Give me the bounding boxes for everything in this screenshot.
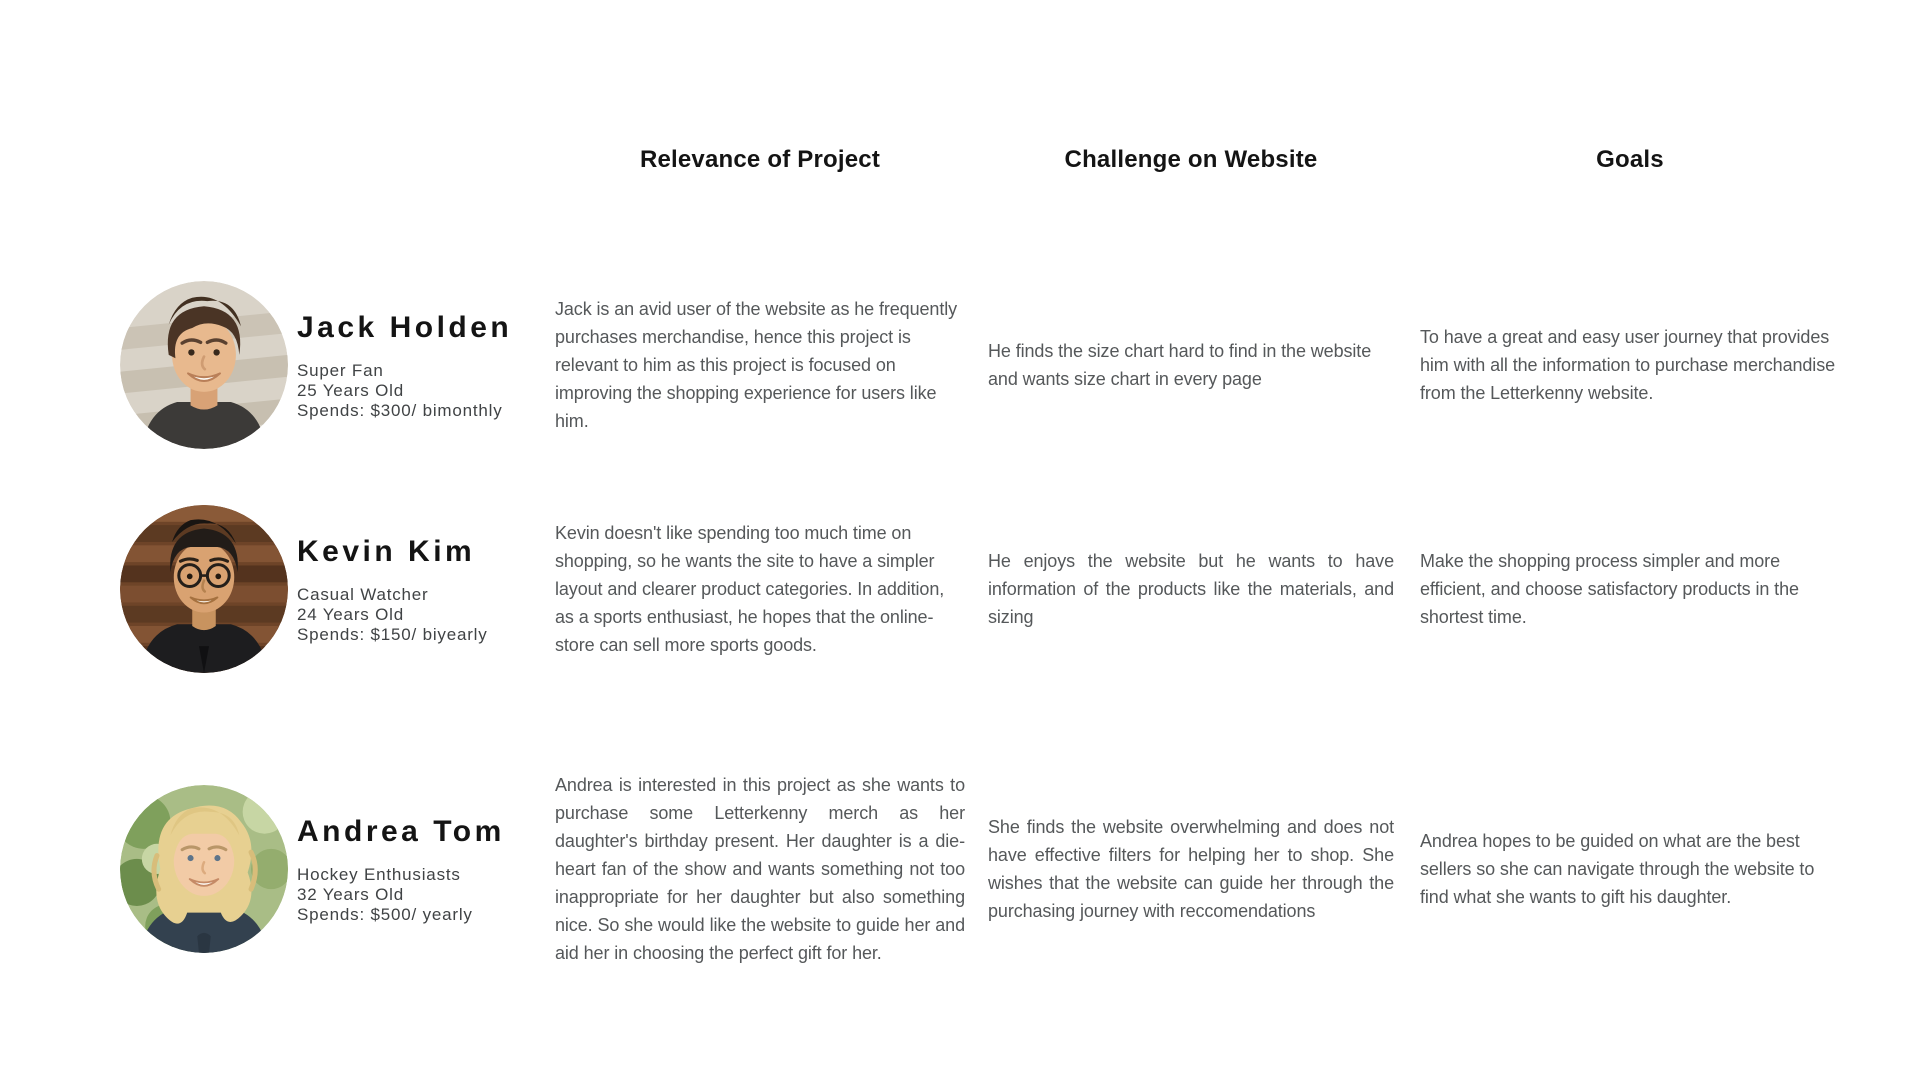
persona-age: 32 Years Old [297, 885, 404, 904]
persona-role: Hockey Enthusiasts [297, 865, 461, 884]
persona-name: Andrea Tom [297, 815, 505, 848]
goals-text: Andrea hopes to be guided on what are the best sellers so she can navigate through the website to find what she wants to gift his daughter. [1420, 831, 1815, 907]
persona-card [120, 785, 555, 953]
column-headers [120, 146, 1920, 174]
challenge-text: She finds the website overwhelming and does not have effective filters for helping her to shop. She wishes that the website can guide her through the purchasing journey with reccomendations [988, 817, 1394, 921]
header-goals: Goals [1596, 146, 1664, 173]
persona-age: 24 Years Old [297, 605, 404, 624]
goals-text: To have a great and easy user journey that provides him with all the information to purchase merchandise from the Letterkenny website. [1420, 327, 1836, 403]
persona-row-jack-holden [120, 278, 1920, 452]
persona-row-kevin-kim [120, 502, 1920, 676]
header-challenge: Challenge on Website [1064, 146, 1318, 173]
persona-name: Kevin Kim [297, 535, 476, 568]
goals-text: Make the shopping process simpler and more efficient, and choose satisfactory products in the shortest time. [1420, 551, 1799, 627]
avatar-andrea-tom-photo [120, 785, 288, 953]
challenge-text: He enjoys the website but he wants to have information of the products like the materials, and sizing [988, 551, 1394, 627]
relevance-text: Kevin doesn't like spending too much time on shopping, so he wants the site to have a simpler layout and clearer product categories. In addition, as a sports enthusiast, he hopes that the online-store can sell more sports goods. [555, 523, 945, 655]
persona-name: Jack Holden [297, 311, 513, 344]
persona-spend: Spends: $150/ biyearly [297, 625, 488, 644]
relevance-text: Jack is an avid user of the website as he frequently purchases merchandise, hence this project is relevant to him as this project is focused on improving the shopping experience for users like him. [555, 299, 958, 431]
persona-role: Casual Watcher [297, 585, 429, 604]
relevance-text: Andrea is interested in this project as she wants to purchase some Letterkenny merch as her daughter's birthday present. Her daughter is a die-heart fan of the show and wants something not too inappropriate for her daughter but also something nice. So she would like the website to guide her and aid her in choosing the perfect gift for her. [555, 775, 965, 963]
persona-age: 25 Years Old [297, 381, 404, 400]
challenge-text: He finds the size chart hard to find in the website and wants size chart in every page [988, 341, 1372, 389]
persona-row-andrea-tom [120, 771, 1920, 967]
persona-card [120, 281, 555, 449]
avatar-jack-holden-photo [120, 281, 288, 449]
avatar-kevin-kim-photo [120, 505, 288, 673]
persona-spend: Spends: $500/ yearly [297, 905, 473, 924]
persona-spend: Spends: $300/ bimonthly [297, 401, 503, 420]
header-relevance: Relevance of Project [639, 146, 881, 173]
persona-role: Super Fan [297, 361, 384, 380]
persona-card [120, 505, 555, 673]
